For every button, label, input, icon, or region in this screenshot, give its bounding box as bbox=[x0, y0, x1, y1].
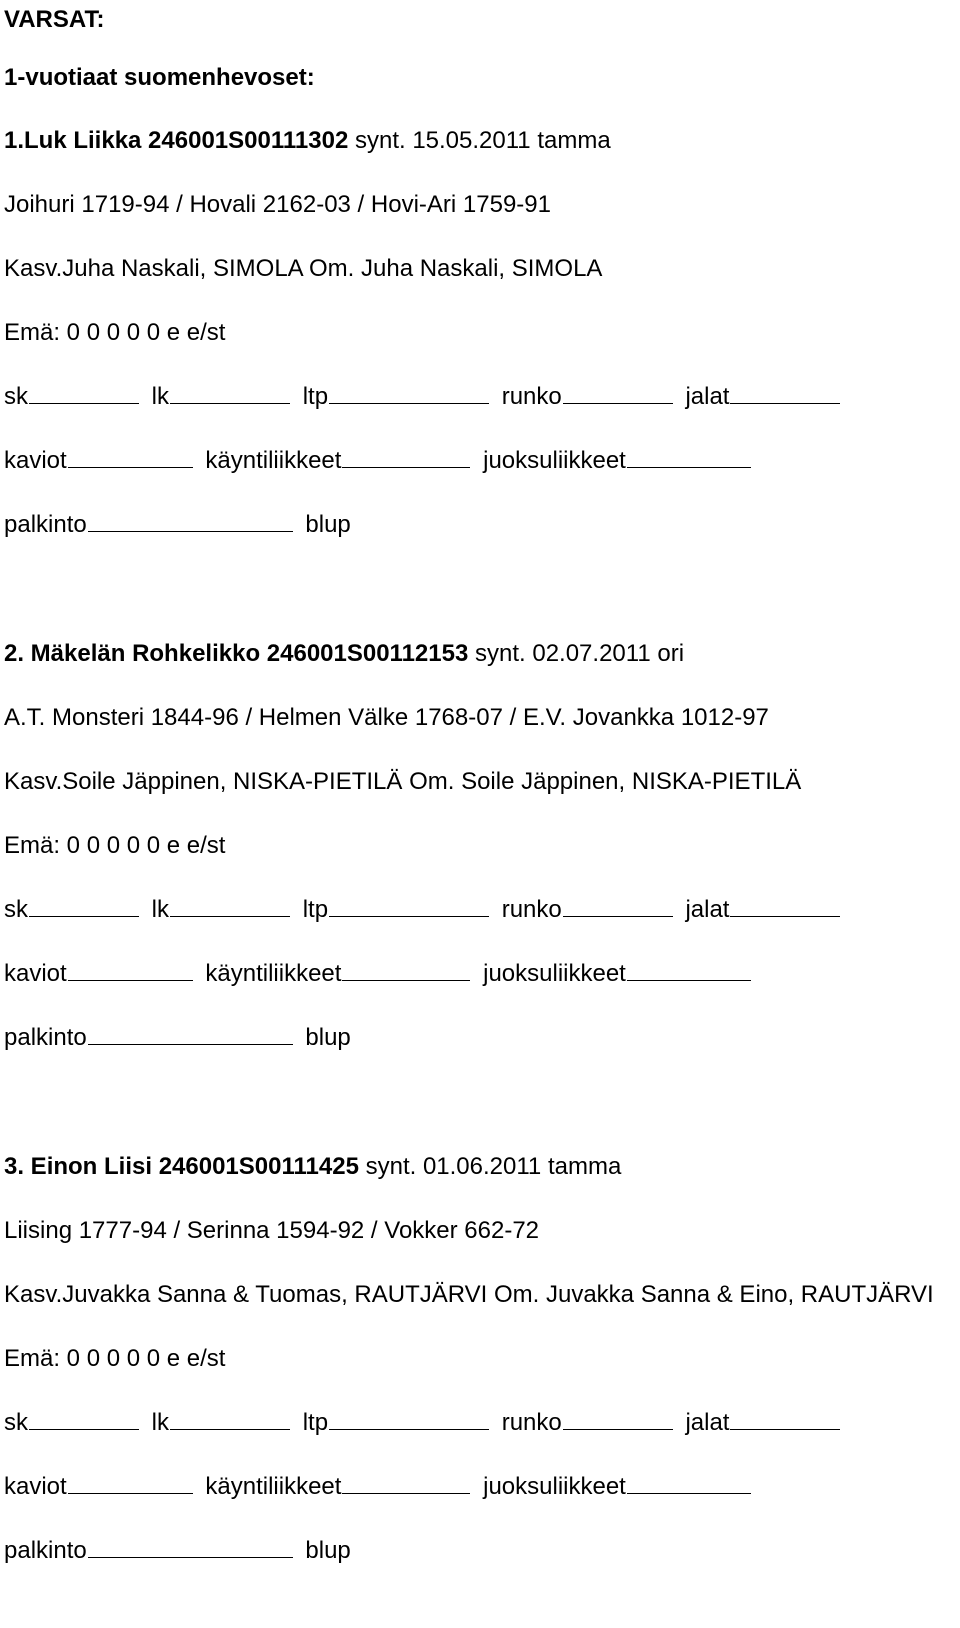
horse-3-score-row-2 bbox=[4, 1467, 757, 1507]
horse-3-breeder-owner: Kasv.Juvakka Sanna & Tuomas, RAUTJÄRVI Om. Juvakka Sanna & Eino, RAUTJÄRVI bbox=[4, 1281, 934, 1308]
jalat-blank[interactable] bbox=[730, 1428, 840, 1430]
label-blup: blup bbox=[305, 1537, 351, 1564]
horse-2-score-row-3 bbox=[4, 1018, 351, 1058]
kayntiliikkeet-blank[interactable] bbox=[342, 466, 470, 468]
sk-blank[interactable] bbox=[29, 915, 139, 917]
runko-blank[interactable] bbox=[563, 402, 673, 404]
horse-1-breeder-owner: Kasv.Juha Naskali, SIMOLA Om. Juha Naskali, SIMOLA bbox=[4, 255, 603, 282]
lk-blank[interactable] bbox=[170, 402, 290, 404]
sk-blank[interactable] bbox=[29, 402, 139, 404]
horse-1-score-row-1 bbox=[4, 377, 846, 417]
runko-blank[interactable] bbox=[563, 1428, 673, 1430]
horse-1-pedigree: Joihuri 1719-94 / Hovali 2162-03 / Hovi-Ari 1759-91 bbox=[4, 191, 551, 218]
horse-1-title bbox=[4, 121, 611, 161]
horse-2-score-row-2 bbox=[4, 954, 757, 994]
label-palkinto: palkinto bbox=[4, 511, 87, 538]
ltp-blank[interactable] bbox=[329, 402, 489, 404]
label-sk: sk bbox=[4, 383, 28, 410]
label-kaviot: kaviot bbox=[4, 1473, 67, 1500]
lk-blank[interactable] bbox=[170, 1428, 290, 1430]
runko-blank[interactable] bbox=[563, 915, 673, 917]
label-palkinto: palkinto bbox=[4, 1537, 87, 1564]
palkinto-blank[interactable] bbox=[88, 1043, 293, 1045]
label-jalat: jalat bbox=[685, 383, 730, 410]
label-juoksuliikkeet: juoksuliikkeet bbox=[483, 1473, 626, 1500]
horse-1-details: synt. 15.05.2011 tamma bbox=[348, 127, 611, 154]
horse-3-score-row-1 bbox=[4, 1403, 846, 1443]
jalat-blank[interactable] bbox=[730, 402, 840, 404]
juoksuliikkeet-blank[interactable] bbox=[627, 1492, 751, 1494]
category-heading: 1-vuotiaat suomenhevoset: bbox=[4, 64, 315, 91]
kaviot-blank[interactable] bbox=[68, 466, 193, 468]
label-jalat: jalat bbox=[685, 896, 730, 923]
horse-1-score-row-3 bbox=[4, 505, 351, 545]
horse-2-details: synt. 02.07.2011 ori bbox=[468, 640, 685, 667]
kayntiliikkeet-blank[interactable] bbox=[342, 979, 470, 981]
jalat-blank[interactable] bbox=[730, 915, 840, 917]
label-lk: lk bbox=[151, 383, 170, 410]
label-blup: blup bbox=[305, 1024, 351, 1051]
horse-1-name: 1.Luk Liikka 246001S00111302 bbox=[4, 127, 349, 154]
juoksuliikkeet-blank[interactable] bbox=[627, 466, 751, 468]
label-lk: lk bbox=[151, 896, 170, 923]
horse-2-breeder-owner: Kasv.Soile Jäppinen, NISKA-PIETILÄ Om. Soile Jäppinen, NISKA-PIETILÄ bbox=[4, 768, 802, 795]
horse-2-score-row-1 bbox=[4, 890, 846, 930]
label-kaviot: kaviot bbox=[4, 960, 67, 987]
label-runko: runko bbox=[501, 896, 562, 923]
sk-blank[interactable] bbox=[29, 1428, 139, 1430]
label-sk: sk bbox=[4, 1409, 28, 1436]
horse-1-score-row-2 bbox=[4, 441, 757, 481]
horse-2-title bbox=[4, 634, 684, 674]
label-ltp: ltp bbox=[302, 896, 329, 923]
horse-3-pedigree: Liising 1777-94 / Serinna 1594-92 / Vokker 662-72 bbox=[4, 1217, 540, 1244]
ltp-blank[interactable] bbox=[329, 1428, 489, 1430]
horse-3-score-row-3 bbox=[4, 1531, 351, 1571]
horse-3-title bbox=[4, 1147, 621, 1187]
label-palkinto: palkinto bbox=[4, 1024, 87, 1051]
label-kaviot: kaviot bbox=[4, 447, 67, 474]
kaviot-blank[interactable] bbox=[68, 979, 193, 981]
label-runko: runko bbox=[501, 383, 562, 410]
horse-1-dam-record: Emä: 0 0 0 0 0 e e/st bbox=[4, 319, 226, 346]
label-lk: lk bbox=[151, 1409, 170, 1436]
section-heading: VARSAT: bbox=[4, 6, 105, 33]
horse-2-pedigree: A.T. Monsteri 1844-96 / Helmen Välke 1768-07 / E.V. Jovankka 1012-97 bbox=[4, 704, 769, 731]
horse-2-dam-record: Emä: 0 0 0 0 0 e e/st bbox=[4, 832, 226, 859]
label-juoksuliikkeet: juoksuliikkeet bbox=[483, 960, 626, 987]
label-kayntiliikkeet: käyntiliikkeet bbox=[205, 960, 342, 987]
horse-3-details: synt. 01.06.2011 tamma bbox=[358, 1153, 622, 1180]
label-jalat: jalat bbox=[685, 1409, 730, 1436]
label-kayntiliikkeet: käyntiliikkeet bbox=[205, 1473, 342, 1500]
label-juoksuliikkeet: juoksuliikkeet bbox=[483, 447, 626, 474]
label-runko: runko bbox=[501, 1409, 562, 1436]
kayntiliikkeet-blank[interactable] bbox=[342, 1492, 470, 1494]
label-blup: blup bbox=[305, 511, 351, 538]
label-kayntiliikkeet: käyntiliikkeet bbox=[205, 447, 342, 474]
horse-3-name: 3. Einon Liisi 246001S00111425 bbox=[4, 1153, 359, 1180]
horse-3-dam-record: Emä: 0 0 0 0 0 e e/st bbox=[4, 1345, 226, 1372]
label-ltp: ltp bbox=[302, 383, 329, 410]
kaviot-blank[interactable] bbox=[68, 1492, 193, 1494]
lk-blank[interactable] bbox=[170, 915, 290, 917]
palkinto-blank[interactable] bbox=[88, 1556, 293, 1558]
horse-2-name: 2. Mäkelän Rohkelikko 246001S00112153 bbox=[4, 640, 469, 667]
palkinto-blank[interactable] bbox=[88, 530, 293, 532]
juoksuliikkeet-blank[interactable] bbox=[627, 979, 751, 981]
ltp-blank[interactable] bbox=[329, 915, 489, 917]
label-ltp: ltp bbox=[302, 1409, 329, 1436]
label-sk: sk bbox=[4, 896, 28, 923]
